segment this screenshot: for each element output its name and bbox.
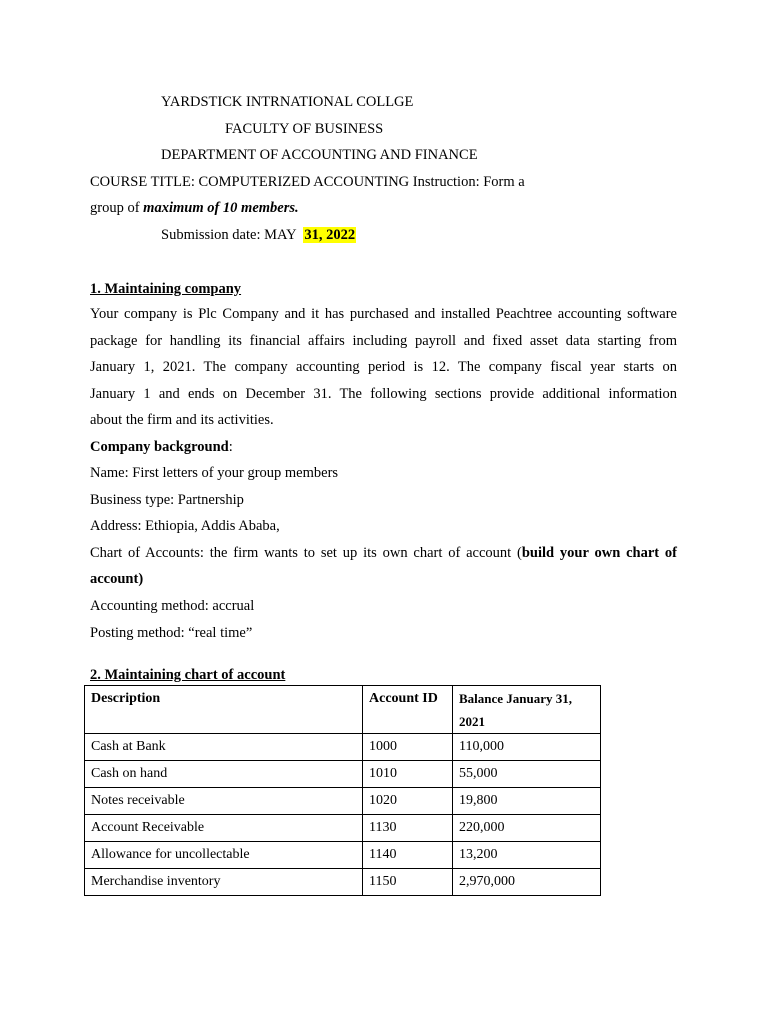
table-row <box>85 815 601 842</box>
submission-prefix: Submission date: MAY <box>161 227 304 243</box>
intro-paragraph-line-4: January 1 and ends on December 31. The following sections provide additional information <box>90 386 677 402</box>
coa-bold-text: build your own chart of <box>521 545 677 561</box>
table-row <box>85 761 601 788</box>
cell-account-id: 1000 <box>363 734 453 761</box>
submission-date-line <box>161 226 356 244</box>
submission-date-highlight: 31, 2022 <box>304 227 356 243</box>
cell-description: Account Receivable <box>85 815 363 842</box>
company-background-colon: : <box>228 439 233 455</box>
accounting-method-line: Accounting method: accrual <box>90 598 255 614</box>
column-header-account-id: Account ID <box>363 686 453 734</box>
cell-account-id: 1150 <box>363 869 453 896</box>
intro-paragraph-line-3: January 1, 2021. The company accounting period is 12. The company fiscal year starts on <box>90 359 677 375</box>
cell-balance: 110,000 <box>453 734 601 761</box>
company-background-label: Company background <box>90 439 229 455</box>
business-type-line: Business type: Partnership <box>90 492 244 508</box>
faculty-name: FACULTY OF BUSINESS <box>225 121 384 137</box>
table-header-row <box>85 686 601 734</box>
table-row <box>85 869 601 896</box>
cell-balance: 55,000 <box>453 761 601 788</box>
cell-account-id: 1010 <box>363 761 453 788</box>
cell-account-id: 1140 <box>363 842 453 869</box>
cell-description: Notes receivable <box>85 788 363 815</box>
section-1-heading: 1. Maintaining company <box>90 281 242 297</box>
table-row <box>85 734 601 761</box>
chart-of-accounts-table <box>84 685 601 896</box>
section-2-heading: 2. Maintaining chart of account <box>90 667 286 683</box>
intro-paragraph-line-5: about the firm and its activities. <box>90 412 274 428</box>
group-max-members: maximum of 10 members. <box>143 200 299 216</box>
company-background-heading <box>90 438 233 456</box>
cell-balance: 220,000 <box>453 815 601 842</box>
cell-balance: 2,970,000 <box>453 869 601 896</box>
course-title-line: COURSE TITLE: COMPUTERIZED ACCOUNTING Instruction: Form a <box>90 174 525 190</box>
cell-description: Cash at Bank <box>85 734 363 761</box>
address-line: Address: Ethiopia, Addis Ababa, <box>90 518 280 534</box>
posting-method-line: Posting method: “real time” <box>90 625 253 641</box>
coa-prefix: Chart of Accounts: the firm wants to set up its own chart of account ( <box>90 545 522 561</box>
cell-balance: 13,200 <box>453 842 601 869</box>
group-prefix: group of <box>90 200 144 216</box>
column-header-description: Description <box>85 686 363 734</box>
college-name: YARDSTICK INTRNATIONAL COLLGE <box>161 94 414 110</box>
chart-of-accounts-line-2: account) <box>90 571 144 587</box>
group-instruction <box>90 199 299 217</box>
company-name-line: Name: First letters of your group members <box>90 465 339 481</box>
cell-description: Allowance for uncollectable <box>85 842 363 869</box>
cell-account-id: 1130 <box>363 815 453 842</box>
cell-description: Merchandise inventory <box>85 869 363 896</box>
department-name: DEPARTMENT OF ACCOUNTING AND FINANCE <box>161 147 478 163</box>
cell-balance: 19,800 <box>453 788 601 815</box>
column-header-balance: Balance January 31, 2021 <box>453 686 601 734</box>
intro-paragraph-line-1: Your company is Plc Company and it has purchased and installed Peachtree accounting software <box>90 306 677 322</box>
cell-account-id: 1020 <box>363 788 453 815</box>
chart-of-accounts-line <box>90 544 677 562</box>
cell-description: Cash on hand <box>85 761 363 788</box>
table-row <box>85 842 601 869</box>
table-row <box>85 788 601 815</box>
intro-paragraph-line-2: package for handling its financial affairs including payroll and fixed asset data starting from <box>90 333 677 349</box>
